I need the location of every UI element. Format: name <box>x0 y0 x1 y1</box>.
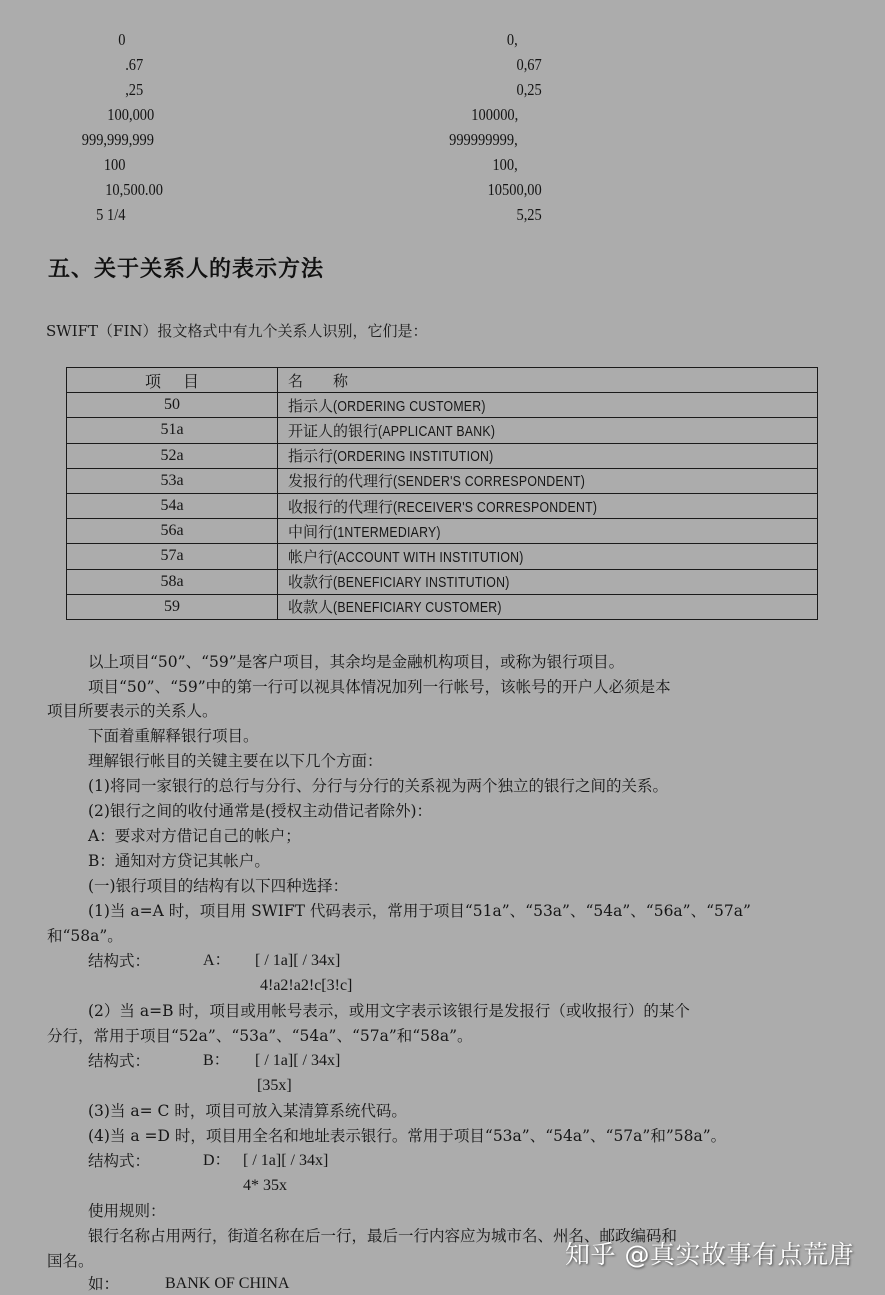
table-row <box>67 493 818 518</box>
paragraph-option-c: (3)当 a= C 时，项目可放入某清算系统代码。 <box>88 1102 407 1120</box>
example-label: 如： <box>88 1275 120 1293</box>
number-left-1: .67 <box>124 55 143 74</box>
row-code: 57a <box>67 544 278 569</box>
table-row <box>67 468 818 493</box>
row-name <box>278 569 818 594</box>
paragraph-account-line-cont: 项目所要表示的关系人。 <box>47 702 218 720</box>
structure-d-label: 结构式： <box>88 1152 151 1170</box>
row-name <box>278 519 818 544</box>
row-name <box>278 544 818 569</box>
party-identifier-table <box>66 367 818 620</box>
row-code: 52a <box>67 443 278 468</box>
row-name-cn: 收款行 <box>288 573 334 592</box>
table-row <box>67 519 818 544</box>
structure-b-line-2: [35x] <box>257 1077 292 1094</box>
row-name-en: (ACCOUNT WITH INSTITUTION) <box>333 548 524 566</box>
structure-a-key: A： <box>203 952 231 969</box>
row-code: 56a <box>67 519 278 544</box>
table-header-row <box>67 368 818 393</box>
row-name-cn: 帐户行 <box>288 547 334 566</box>
row-code: 59 <box>67 594 278 619</box>
number-right-3: 100000, <box>471 105 518 124</box>
row-name-cn: 中间行 <box>288 522 334 541</box>
row-name <box>278 594 818 619</box>
row-name-cn: 发报行的代理行 <box>288 472 394 491</box>
paragraph-bank-name-rule: 银行名称占用两行，街道名称在后一行，最后一行内容应为城市名、州名、邮政编码和 <box>88 1227 678 1245</box>
number-right-7: 5,25 <box>516 205 542 224</box>
row-code: 54a <box>67 493 278 518</box>
paragraph-bank-items-intro: 下面着重解释银行项目。 <box>88 727 259 745</box>
row-name <box>278 393 818 418</box>
paragraph-customer-items: 以上项目“50”、“59”是客户项目，其余均是金融机构项目，或称为银行项目。 <box>88 653 625 671</box>
number-right-6: 10500,00 <box>487 180 542 199</box>
number-left-2: ,25 <box>124 80 143 99</box>
row-code: 53a <box>67 468 278 493</box>
row-name-cn: 指示人 <box>288 396 334 415</box>
row-code: 50 <box>67 393 278 418</box>
number-right-0: 0, <box>507 30 518 49</box>
structure-b-label: 结构式： <box>88 1052 151 1070</box>
number-left-7: 5 1/4 <box>95 205 125 224</box>
structure-d-key: D： <box>203 1152 231 1169</box>
paragraph-option-b: B：通知对方贷记其帐户。 <box>88 852 270 870</box>
structure-a-line-1: [ / 1a][ / 34x] <box>255 952 341 969</box>
paragraph-key-aspects: 理解银行帐目的关键主要在以下几个方面： <box>88 752 383 770</box>
paragraph-account-line: 项目“50”、“59”中的第一行可以视具体情况加列一行帐号，该帐号的开户人必须是本 <box>88 678 671 696</box>
row-name <box>278 443 818 468</box>
header-name: 名称 <box>278 368 818 393</box>
table-row <box>67 443 818 468</box>
structure-d-line-1: [ / 1a][ / 34x] <box>243 1152 329 1169</box>
paragraph-aspect-1: (1)将同一家银行的总行与分行、分行与分行的关系视为两个独立的银行之间的关系。 <box>88 777 668 795</box>
row-name-en: (BENEFICIARY INSTITUTION) <box>333 574 510 592</box>
paragraph-option-d: (4)当 a =D 时，项目用全名和地址表示银行。常用于项目“53a”、“54a”、“57a”和”58a”。 <box>88 1127 727 1145</box>
row-name <box>278 418 818 443</box>
row-name-en: (ORDERING INSTITUTION) <box>333 448 494 466</box>
paragraph-option-b-account-cont: 分行，常用于项目“52a”、“53a”、“54a”、“57a”和“58a”。 <box>47 1027 473 1045</box>
number-right-4: 999999999, <box>449 130 518 149</box>
row-name-cn: 收报行的代理行 <box>288 497 394 516</box>
row-name <box>278 468 818 493</box>
number-right-2: 0,25 <box>516 80 542 99</box>
paragraph-structure-choices: (一)银行项目的结构有以下四种选择： <box>88 877 349 895</box>
paragraph-option-a-swift-cont: 和“58a”。 <box>47 927 123 945</box>
row-name-en: (APPLICANT BANK) <box>378 422 496 440</box>
row-code: 58a <box>67 569 278 594</box>
structure-a-line-2: 4!a2!a2!c[3!c] <box>260 977 353 994</box>
structure-b-key: B： <box>203 1052 230 1069</box>
example-value: BANK OF CHINA <box>165 1275 290 1292</box>
table-row <box>67 544 818 569</box>
row-name-en: (ORDERING CUSTOMER) <box>333 397 486 415</box>
paragraph-aspect-2: (2)银行之间的收付通常是(授权主动借记者除外)： <box>88 802 433 820</box>
paragraph-option-a: A：要求对方借记自己的帐户； <box>88 827 301 845</box>
watermark: 知乎 @真实故事有点荒唐 <box>565 1240 854 1269</box>
number-left-4: 999,999,999 <box>81 130 154 149</box>
paragraph-usage-rules: 使用规则： <box>88 1202 166 1220</box>
section-intro: SWIFT（FIN）报文格式中有九个关系人识别，它们是： <box>46 322 428 340</box>
number-left-6: 10,500.00 <box>105 180 163 199</box>
row-name-en: (BENEFICIARY CUSTOMER) <box>333 599 502 617</box>
number-left-5: 100 <box>103 155 125 174</box>
structure-d-line-2: 4* 35x <box>243 1177 287 1194</box>
table-row <box>67 569 818 594</box>
table-row <box>67 594 818 619</box>
number-left-3: 100,000 <box>107 105 154 124</box>
row-name-cn: 收款人 <box>288 598 334 617</box>
row-name-cn: 指示行 <box>288 447 334 466</box>
row-name-en: (SENDER'S CORRESPONDENT) <box>393 473 586 491</box>
header-code: 项目 <box>67 368 278 393</box>
paragraph-bank-name-rule-cont: 国名。 <box>47 1252 94 1270</box>
paragraph-option-a-swift: (1)当 a=A 时，项目用 SWIFT 代码表示，常用于项目“51a”、“53a”、“54a”、“56a”、“57a” <box>88 902 751 920</box>
row-name-cn: 开证人的银行 <box>288 421 379 440</box>
row-name-en: (RECEIVER'S CORRESPONDENT) <box>393 498 598 516</box>
row-code: 51a <box>67 418 278 443</box>
row-name-en: (1NTERMEDIARY) <box>333 523 441 541</box>
number-right-1: 0,67 <box>516 55 542 74</box>
row-name <box>278 493 818 518</box>
number-right-5: 100, <box>492 155 518 174</box>
section-title: 五、关于关系人的表示方法 <box>48 257 325 282</box>
structure-a-label: 结构式： <box>88 952 151 970</box>
table-row <box>67 393 818 418</box>
paragraph-option-b-account: (2）当 a=B 时，项目或用帐号表示，或用文字表示该银行是发报行（或收报行）的某个 <box>88 1002 690 1020</box>
structure-b-line-1: [ / 1a][ / 34x] <box>255 1052 341 1069</box>
number-left-0: 0 <box>117 30 125 49</box>
table-row <box>67 418 818 443</box>
